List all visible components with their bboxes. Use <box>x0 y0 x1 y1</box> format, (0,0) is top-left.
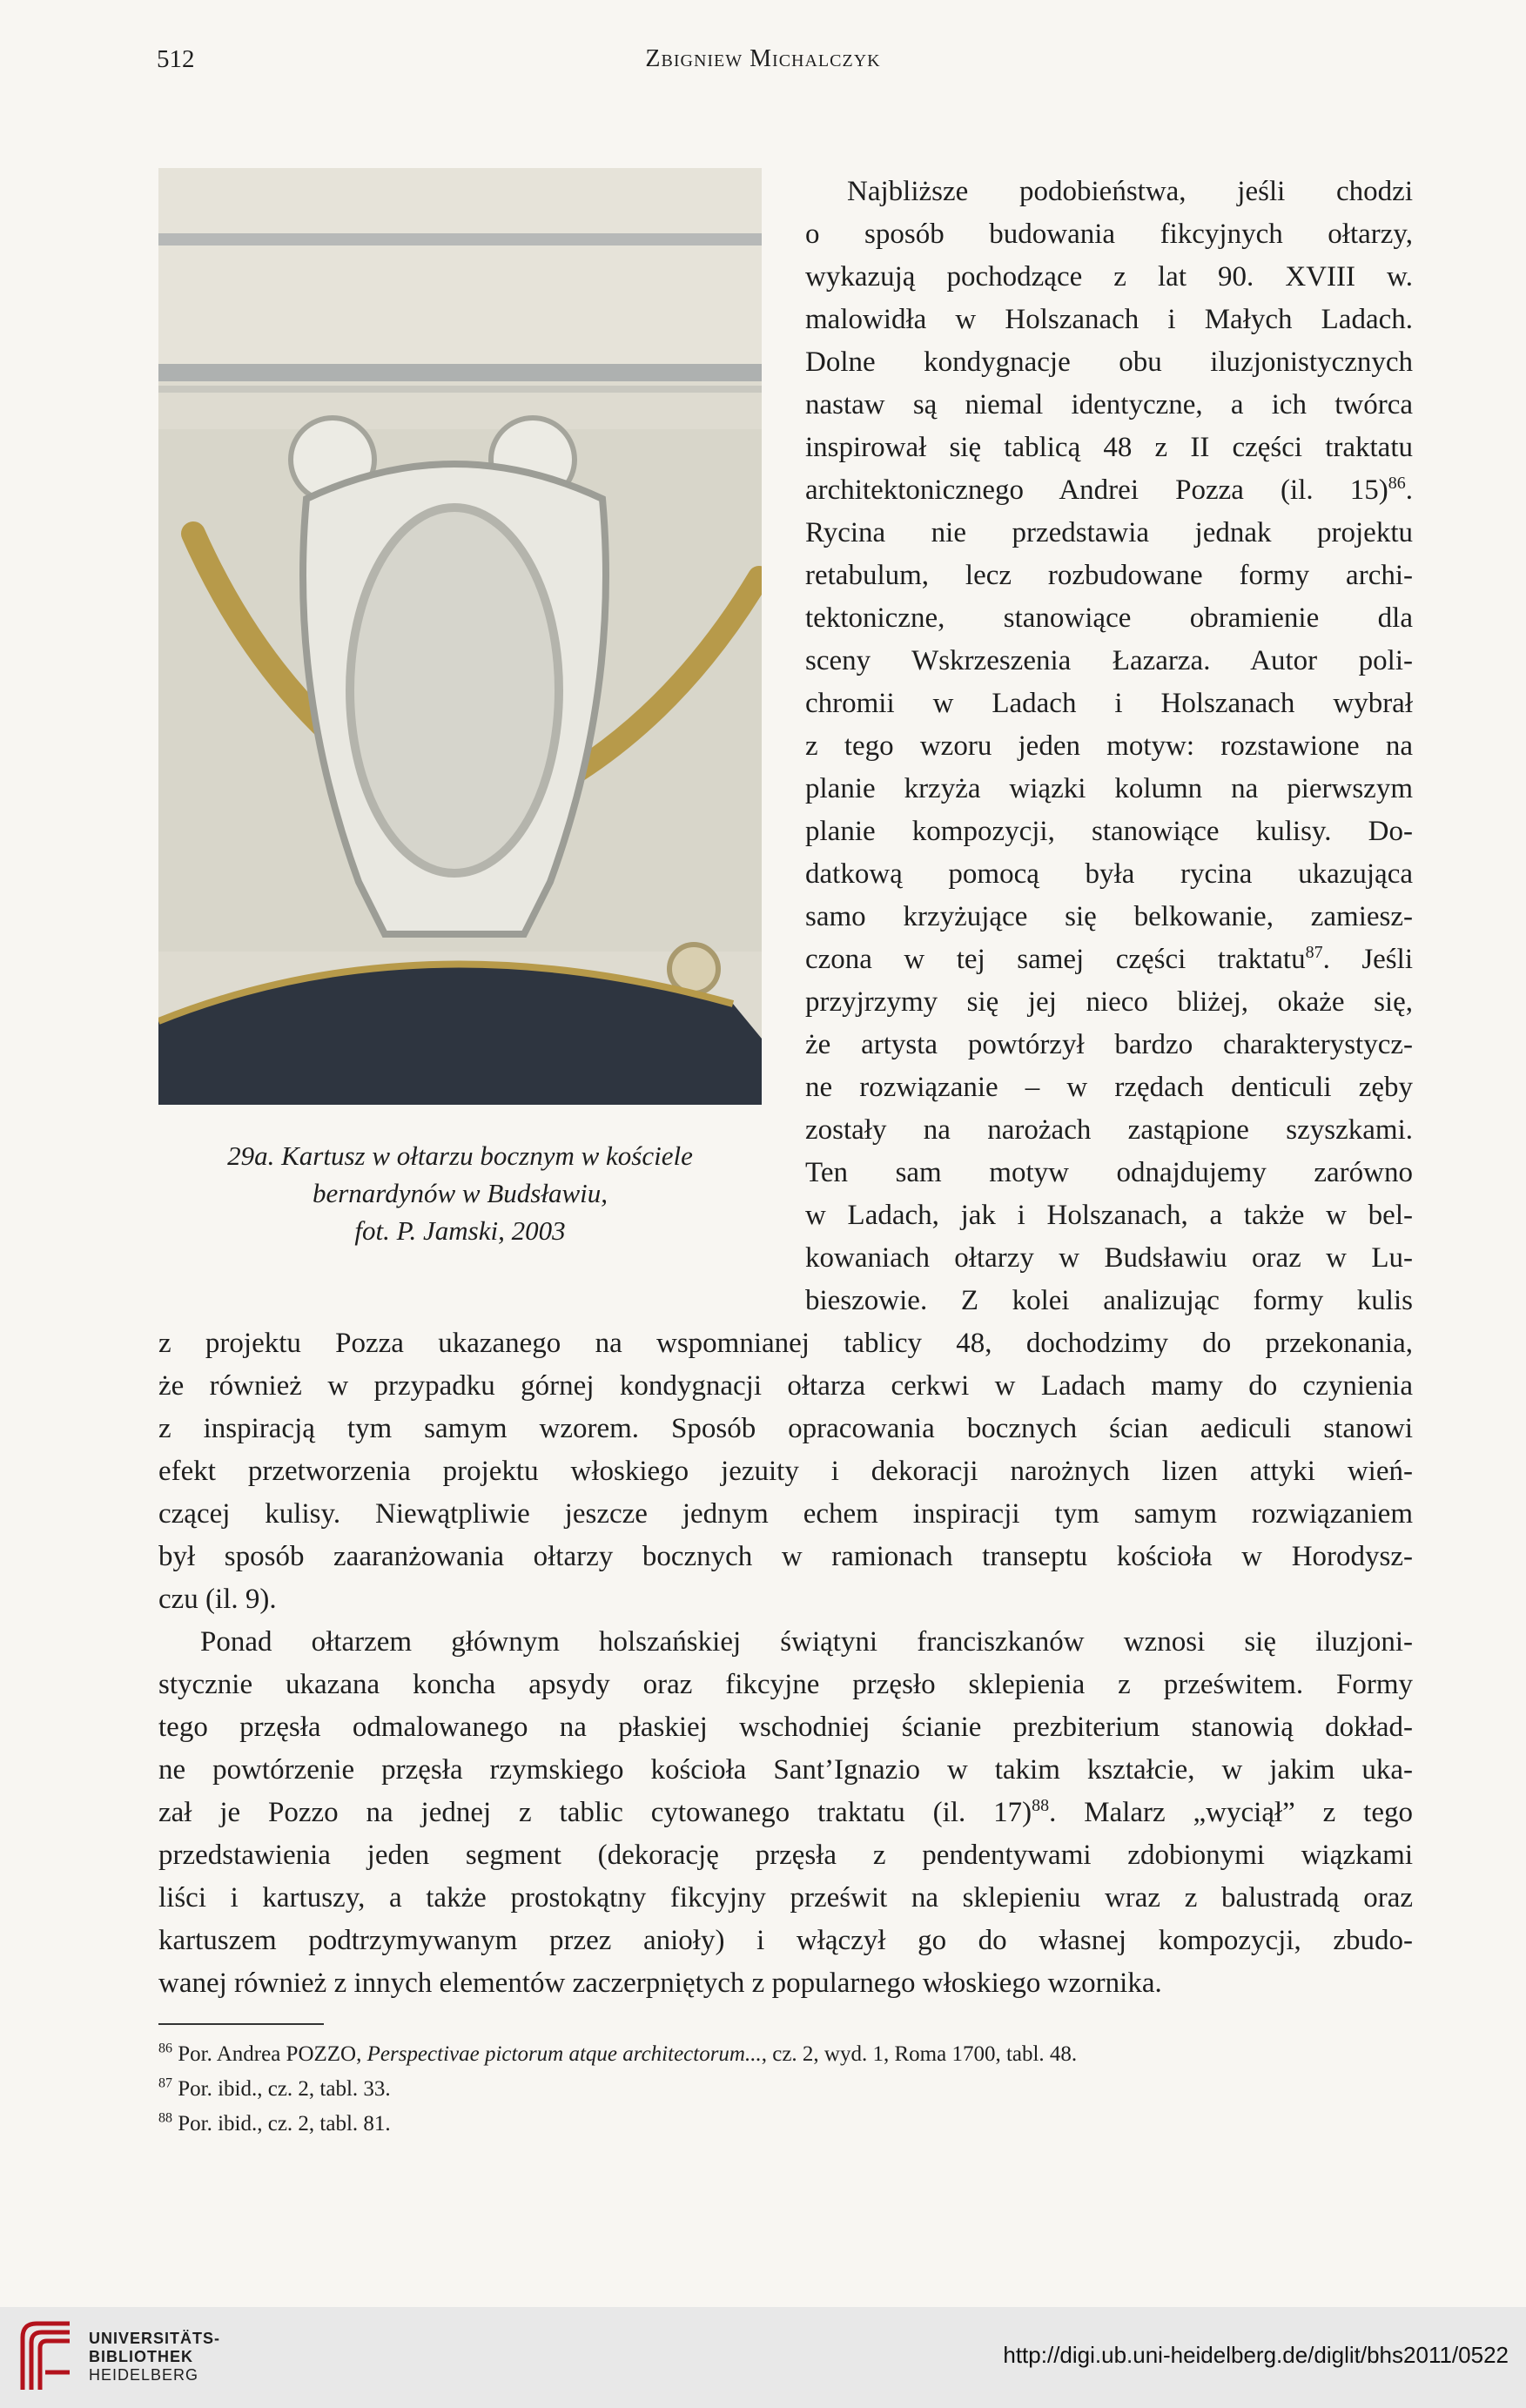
footnote-number: 87 <box>158 2075 172 2091</box>
text-line: kartuszem podtrzymywanym przez anioły) i włączył go do własnej kompozycji, zbudo- <box>158 1925 1413 1956</box>
text-line: wykazują pochodzące z lat 90. XVIII w. <box>805 261 1413 293</box>
footnote-text: , cz. 2, wyd. 1, Roma 1700, tabl. 48. <box>761 2042 1078 2066</box>
text-fragment: zał je Pozzo na jednej z tablic cytowanego traktatu (il. 17) <box>158 1797 1032 1828</box>
footnote-number: 86 <box>158 2041 172 2056</box>
footnote-88 <box>158 2112 391 2136</box>
text-line: sceny Wskrzeszenia Łazarza. Autor poli- <box>805 645 1413 676</box>
text-line: z projektu Pozza ukazanego na wspomnianej tablicy 48, dochodzimy do przekonania, <box>158 1328 1413 1359</box>
text-line: ne rozwiązanie – w rzędach denticuli zęby <box>805 1072 1413 1103</box>
text-line: Dolne kondygnacje obu iluzjonistycznych <box>805 346 1413 378</box>
text-line: Ten sam motyw odnajdujemy zarówno <box>805 1157 1413 1188</box>
text-line: był sposób zaaranżowania ołtarzy bocznych w ramionach transeptu kościoła w Horodysz- <box>158 1541 1413 1572</box>
text-fragment: architektonicznego Andrei Pozza (il. 15) <box>805 474 1388 506</box>
figure-caption <box>158 1137 762 1249</box>
footnote-86 <box>158 2042 1077 2067</box>
text-line: bieszowie. Z kolei analizując formy kulis <box>805 1285 1413 1316</box>
running-head-author: Zbigniew Michalczyk <box>645 45 881 72</box>
footnote-ref-88[interactable]: 88 <box>1032 1796 1050 1815</box>
source-url-link[interactable]: http://digi.ub.uni-heidelberg.de/diglit/bhs2011/0522 <box>1003 2342 1509 2368</box>
library-line: BIBLIOTHEK <box>89 2348 193 2365</box>
text-fragment: . Jeśli <box>1322 944 1413 975</box>
text-line <box>805 469 1413 512</box>
text-line: że artysta powtórzył bardzo charakterystycz- <box>805 1029 1413 1060</box>
text-line: tektoniczne, stanowiące obramienie dla <box>805 602 1413 634</box>
footnote-text: Por. Andrea POZZO, <box>178 2042 367 2066</box>
body-paragraph-2 <box>158 1621 1413 2005</box>
text-line: wanej również z innych elementów zaczerpniętych z popularnego włoskiego wzornika. <box>158 1967 1162 1999</box>
text-line: planie kompozycji, stanowiące kulisy. Do- <box>805 816 1413 847</box>
text-line: czu (il. 9). <box>158 1584 277 1615</box>
text-line: liści i kartuszy, a także prostokątny fikcyjny prześwit na sklepieniu wraz z balustradą oraz <box>158 1882 1413 1914</box>
footnote-title: Perspectivae pictorum atque architectorum... <box>366 2042 762 2066</box>
text-line: w Ladach, jak i Holszanach, a także w bel- <box>805 1200 1413 1231</box>
text-line: nastaw są niemal identyczne, a ich twórca <box>805 389 1413 420</box>
library-line: UNIVERSITÄTS- <box>89 2330 221 2347</box>
text-line: czącej kulisy. Niewątpliwie jeszcze jednym echem inspiracji tym samym rozwiązaniem <box>158 1498 1413 1530</box>
text-fragment: . <box>1405 474 1413 506</box>
text-line: samo krzyżujące się belkowanie, zamiesz- <box>805 901 1413 932</box>
text-line: przyjrzymy się jej nieco bliżej, okaże się, <box>805 986 1413 1018</box>
library-line: HEIDELBERG <box>89 2366 199 2384</box>
text-line: zostały na narożach zastąpione szyszkami. <box>805 1114 1413 1146</box>
text-line: przedstawienia jeden segment (dekorację przęsła z pendentywami zdobionymi wiązkami <box>158 1840 1413 1871</box>
text-line: z inspiracją tym samym wzorem. Sposób opracowania bocznych ścian aediculi stanowi <box>158 1413 1413 1444</box>
text-line: inspirował się tablicą 48 z II części traktatu <box>805 432 1413 463</box>
text-line: stycznie ukazana koncha apsydy oraz fikcyjne przęsło sklepienia z prześwitem. Formy <box>158 1669 1413 1700</box>
page-number: 512 <box>157 45 195 73</box>
text-line: Najbliższe podobieństwa, jeśli chodzi <box>847 176 1413 207</box>
caption-line: fot. P. Jamski, 2003 <box>354 1215 566 1246</box>
text-fragment: czona w tej samej części traktatu <box>805 944 1306 975</box>
footnote-ref-86[interactable]: 86 <box>1388 474 1406 493</box>
text-line <box>805 938 1413 981</box>
library-name <box>89 2330 220 2384</box>
text-line: planie krzyża wiązki kolumn na pierwszym <box>805 773 1413 804</box>
footnote-ref-87[interactable]: 87 <box>1305 943 1323 962</box>
text-line: tego przęsła odmalowanego na płaskiej wschodniej ścianie prezbiterium stanowią dokład- <box>158 1712 1413 1743</box>
text-line: chromii w Ladach i Holszanach wybrał <box>805 688 1413 719</box>
text-line: Ponad ołtarzem głównym holszańskiej świątyni franciszkanów wznosi się iluzjoni- <box>200 1626 1413 1658</box>
text-line: malowidła w Holszanach i Małych Ladach. <box>805 304 1413 335</box>
text-line: Rycina nie przedstawia jednak projektu <box>805 517 1413 548</box>
body-paragraph-1 <box>158 1322 1413 1621</box>
footnote-divider <box>158 2023 324 2025</box>
text-line: o sposób budowania fikcyjnych ołtarzy, <box>805 219 1413 250</box>
text-line: retabulum, lecz rozbudowane formy archi- <box>805 560 1413 591</box>
figure-cartouche-photo <box>158 168 762 1105</box>
text-fragment: . Malarz „wyciął” z tego <box>1049 1797 1413 1828</box>
caption-line: 29a. Kartusz w ołtarzu bocznym w kościele <box>227 1140 693 1171</box>
footnote-number: 88 <box>158 2110 172 2126</box>
text-line: datkową pomocą była rycina ukazująca <box>805 858 1413 890</box>
right-column-text <box>805 171 1413 1322</box>
text-line <box>158 1792 1413 1834</box>
text-line: ne powtórzenie przęsła rzymskiego kościoła Sant’Ignazio w takim kształcie, w jakim uka- <box>158 1754 1413 1786</box>
footnote-87 <box>158 2077 391 2102</box>
footnote-text: Por. ibid., cz. 2, tabl. 81. <box>178 2112 391 2136</box>
library-logo-icon <box>19 2320 73 2391</box>
text-line: że również w przypadku górnej kondygnacji ołtarza cerkwi w Ladach mamy do czynienia <box>158 1370 1413 1402</box>
text-line: efekt przetworzenia projektu włoskiego jezuity i dekoracji narożnych lizen attyki wień- <box>158 1456 1413 1487</box>
footnote-text: Por. ibid., cz. 2, tabl. 33. <box>178 2077 391 2101</box>
text-line: z tego wzoru jeden motyw: rozstawione na <box>805 730 1413 762</box>
caption-line: bernardynów w Budsławiu, <box>312 1178 608 1208</box>
text-line: kowaniach ołtarzy w Budsławiu oraz w Lu- <box>805 1242 1413 1274</box>
